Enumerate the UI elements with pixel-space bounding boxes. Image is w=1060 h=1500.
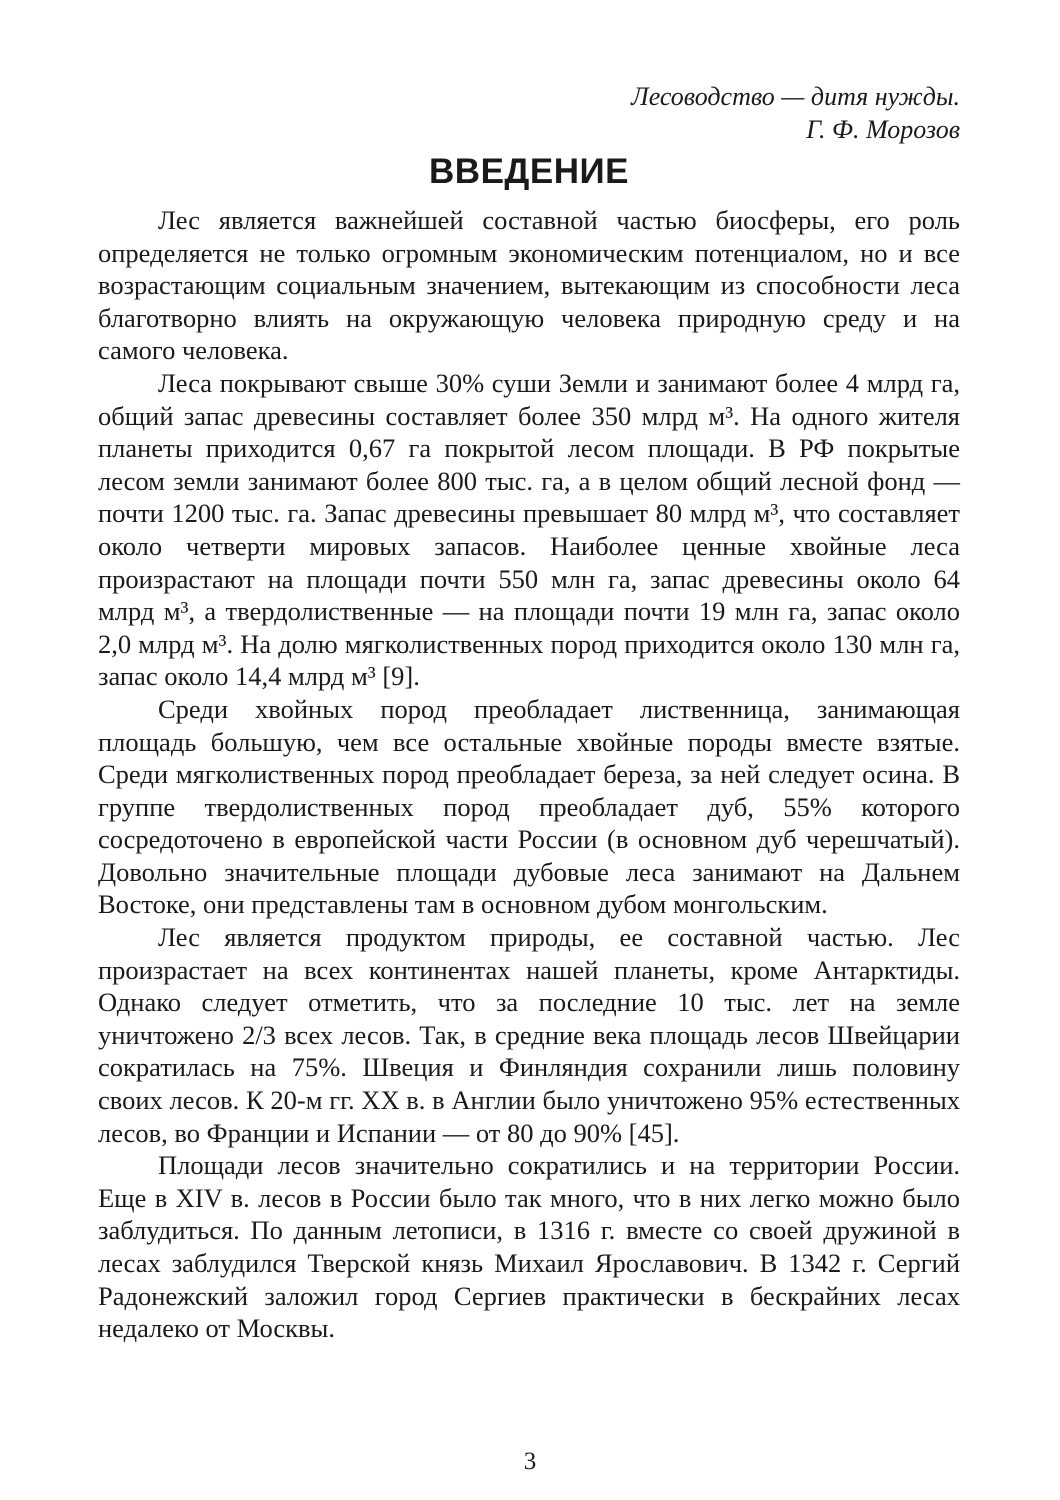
- body-text: [98, 204, 960, 1345]
- epigraph-author: Г. Ф. Морозов: [806, 115, 960, 144]
- page-number: 3: [523, 1448, 537, 1475]
- paragraph: Леса покрывают свыше 30% суши Земли и занимают более 4 млрд га, общий запас древесины составляет более 350 млрд м³. На одного жителя планеты приходится 0,67 га покрытой лесом площади. В РФ покрытые лесом земли занимают более 800 тыс. га, а в целом общий лесной фонд — почти 1200 тыс. га. Запас древесины превышает 80 млрд м³, что составляет около четверти мировых запасов. Наиболее ценные хвойные леса произрастают на площади почти 550 млн га, запас древесины около 64 млрд м³, а твердолиственные — на площади почти 19 млн га, запас около 2,0 млрд м³. На долю мягколиственных пород приходится около 130 млн га, запас около 14,4 млрд м³ [9].: [98, 367, 960, 692]
- epigraph-quote: Лесоводство — дитя нужды.: [631, 82, 960, 111]
- chapter-title: ВВЕДЕНИЕ: [429, 152, 629, 191]
- page-content: [98, 80, 960, 1345]
- paragraph: Лес является продуктом природы, ее составной частью. Лес произрастает на всех континентах нашей планеты, кроме Антарктиды. Однако следует отметить, что за последние 10 тыс. лет на земле уничтожено 2/3 всех лесов. Так, в средние века площадь лесов Швейцарии сократилась на 75%. Швеция и Финляндия сохранили лишь половину своих лесов. К 20-м гг. XX в. в Англии было уничтожено 95% естественных лесов, во Франции и Испании — от 80 до 90% [45].: [98, 922, 960, 1148]
- epigraph: [98, 80, 960, 146]
- paragraph: Лес является важнейшей составной частью биосферы, его роль определяется не только огромным экономическим потенциалом, но и все возрастающим социальным значением, вытекающим из способности леса благотворно влиять на окружающую человека природную среду и на самого человека.: [98, 205, 960, 366]
- paragraph: Среди хвойных пород преобладает лиственница, занимающая площадь большую, чем все остальные хвойные породы вместе взятые. Среди мягколиственных пород преобладает береза, за ней следует осина. В группе твердолиственных пород преобладает дуб, 55% которого сосредоточено в европейской части России (в основном дуб черешчатый). Довольно значительные площади дубовые леса занимают на Дальнем Востоке, они представлены там в основном дубом монгольским.: [98, 693, 960, 920]
- paragraph: Площади лесов значительно сократились и на территории России. Еще в XIV в. лесов в России было так много, что в них легко можно было заблудиться. По данным летописи, в 1316 г. вместе со своей дружиной в лесах заблудился Тверской князь Михаил Ярославович. В 1342 г. Сергий Радонежский заложил город Сергиев практически в бескрайних лесах недалеко от Москвы.: [98, 1150, 960, 1344]
